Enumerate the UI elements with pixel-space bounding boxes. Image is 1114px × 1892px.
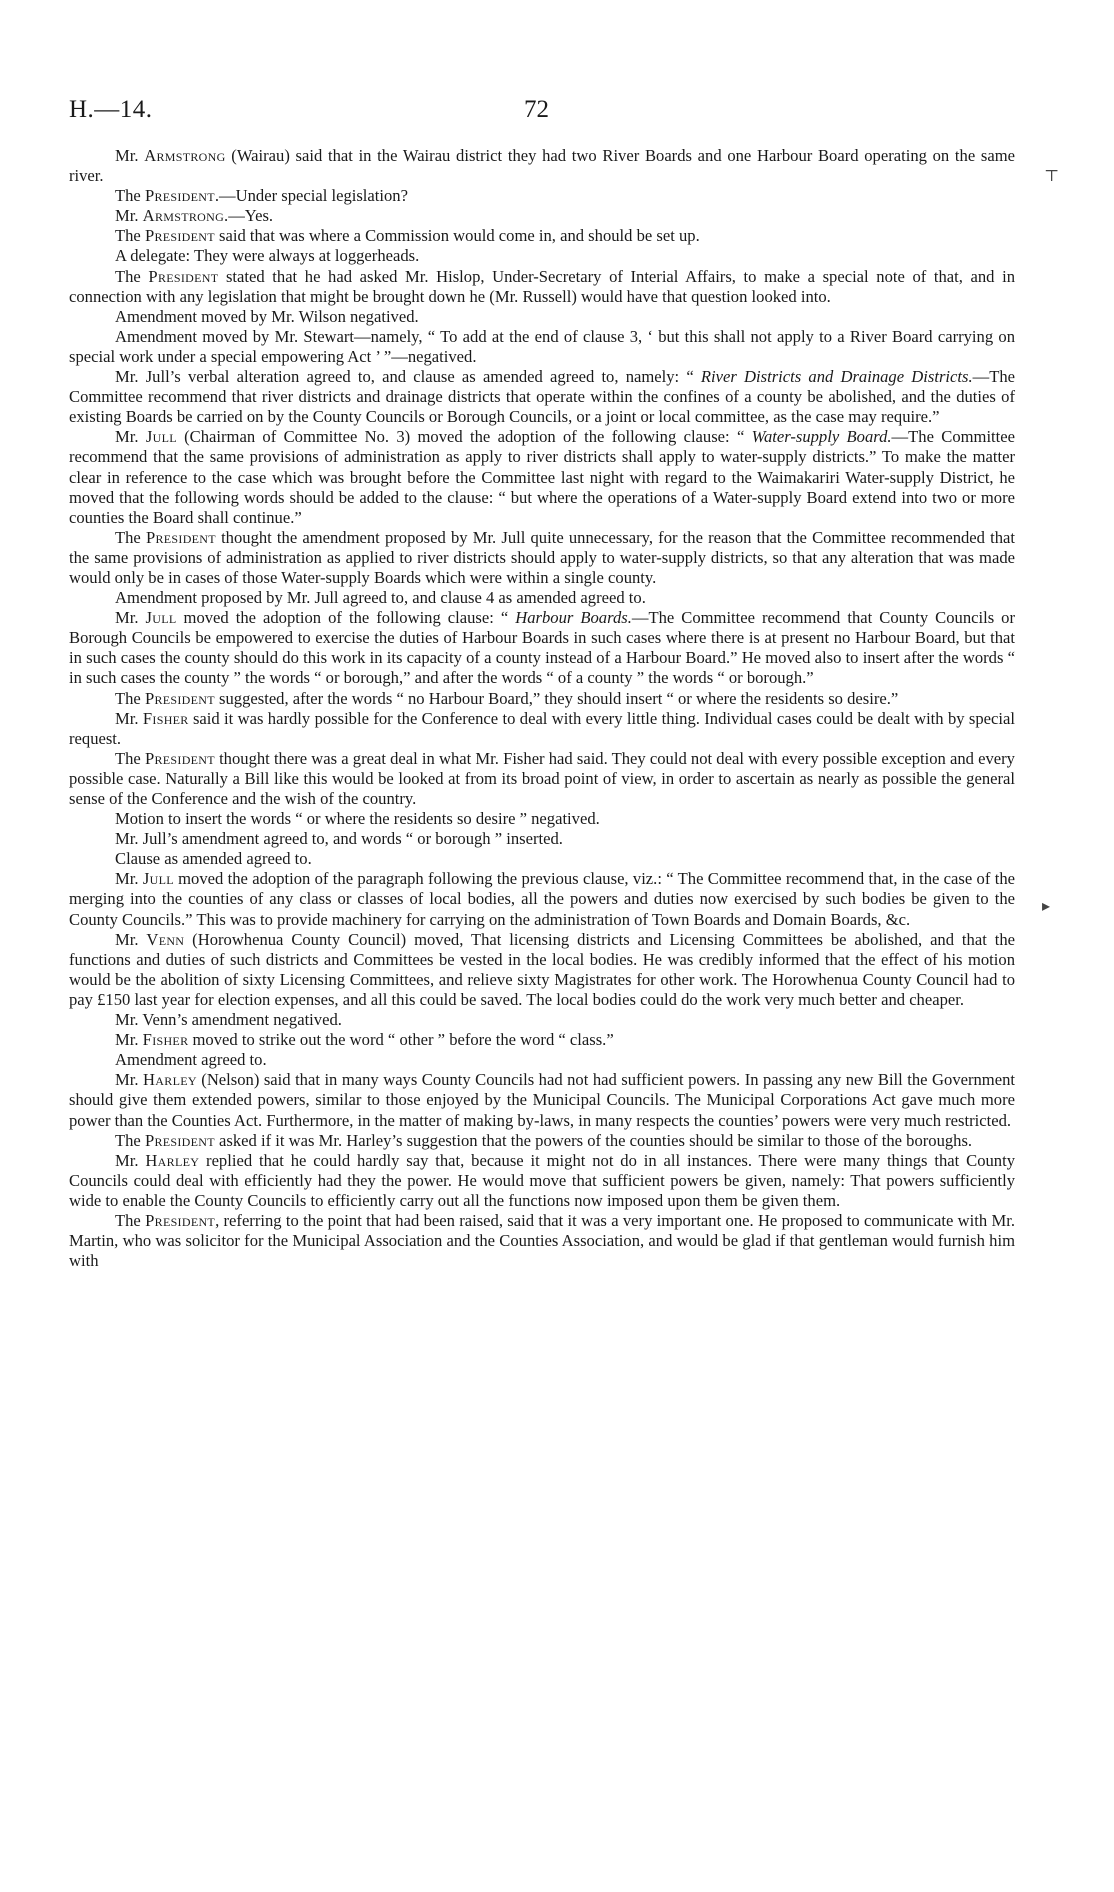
paragraph xyxy=(69,1131,1015,1151)
text-run: Mr. Jull’s verbal alteration agreed to, and clause as amended agreed to, namely: “ xyxy=(115,367,701,387)
text-run: (Horowhenua County Council) moved, That licensing districts and Licensing Committees be abolished, and that the functions and duties of such districts and Committees be vested in the local bodies. He was credibly informed that the effect of his motion would be the abolition of sixty Licensing Committees, and relieve sixty Magistrates for other work. The Horowhenua County Council had to pay £150 last year for election expenses, and all this could be saved. The local bodies could do the work very much better and cheaper. xyxy=(69,929,1015,1009)
text-run: Mr. xyxy=(115,146,145,165)
text-run: The xyxy=(115,186,145,206)
text-run: asked if it was Mr. Harley’s suggestion that the powers of the counties should be similar to those of the boroughs. xyxy=(214,1130,973,1150)
text-run: Mr. Venn’s amendment negatived. xyxy=(115,1010,342,1030)
speaker-name: President xyxy=(144,1130,215,1150)
paragraph xyxy=(69,608,1015,688)
speaker-name: Armstrong xyxy=(142,206,225,226)
text-run: Motion to insert the words “ or where the residents so desire ” negatived. xyxy=(115,809,600,829)
paragraph xyxy=(69,829,1015,849)
paragraph xyxy=(69,1010,1015,1030)
text-run: —The Committee recommend that river districts and drainage districts that operate within the confines of a county be abolished, and the duties of existing Boards be carried on by the County Councils or Borough Councils, or a joint or local committee, as the case may require.” xyxy=(69,367,1015,427)
text-run: suggested, after the words “ no Harbour Board,” they should insert “ or where the residents so desire.” xyxy=(214,688,899,708)
text-run: The xyxy=(115,266,149,286)
text-run: (Wairau) said that in the Wairau district they had two River Boards and one Harbour Board operating on the same river. xyxy=(69,146,1015,186)
text-run: Amendment moved by Mr. Wilson negatived. xyxy=(115,306,419,326)
clause-heading: River Districts and Drainage Districts. xyxy=(700,367,973,387)
text-run: moved the adoption of the following clause: “ xyxy=(176,608,516,628)
text-run: Mr. Jull’s amendment agreed to, and words “ or borough ” inserted. xyxy=(115,829,563,849)
paragraph xyxy=(69,226,1015,246)
page-number: 72 xyxy=(524,96,549,123)
text-run: Mr. xyxy=(115,1150,146,1170)
speaker-name: Fisher xyxy=(142,1030,189,1050)
paragraph xyxy=(69,206,1015,226)
margin-mark: ▸ xyxy=(1042,898,1051,915)
text-run: Amendment agreed to. xyxy=(115,1050,267,1070)
text-run: Mr. xyxy=(115,869,143,889)
paragraph xyxy=(69,528,1015,588)
speaker-name: Fisher xyxy=(142,708,189,728)
page-reference: H.—14. xyxy=(69,96,153,123)
paragraph xyxy=(69,267,1015,307)
paragraph xyxy=(69,588,1015,608)
text-run: A delegate: They were always at loggerheads. xyxy=(115,246,420,266)
speaker-name: Armstrong xyxy=(144,146,226,165)
paragraph xyxy=(69,307,1015,327)
paragraph xyxy=(69,709,1015,749)
text-run: Amendment moved by Mr. Stewart—namely, “ To add at the end of clause 3, ‘ but this shall not apply to a River Board carrying on special work under a special empowering Act ’ ”—negatived. xyxy=(69,326,1015,366)
text-run: Mr. xyxy=(115,1070,144,1090)
text-run: The xyxy=(115,1210,146,1230)
text-run: The xyxy=(115,226,145,246)
speaker-name: Harley xyxy=(145,1150,200,1170)
paragraph xyxy=(69,930,1015,1010)
speaker-name: Harley xyxy=(143,1070,197,1090)
speaker-name: President xyxy=(144,226,215,246)
speaker-name: President xyxy=(144,186,215,206)
text-run: .—Yes. xyxy=(224,206,274,226)
text-run: The xyxy=(115,688,145,708)
text-run: —The Committee recommend that County Councils or Borough Councils be empowered to exercise the duties of Harbour Boards in such cases where there is at present no Harbour Board, but that in such cases the county should do this work in its capacity of a county instead of a Harbour Board.” He moved also to insert after the words “ in such cases the county ” the words “ or borough,” and after the words “ of a county ” the words “ or borough.” xyxy=(69,608,1016,688)
text-run: The xyxy=(115,1130,145,1150)
text-run: The xyxy=(115,748,145,768)
text-run: said that was where a Commission would come in, and should be set up. xyxy=(214,226,700,246)
text-run: moved the adoption of the paragraph following the previous clause, viz.: “ The Committee recommend that, in the case of the merging into the counties of any class or classes of local bodies, all the powers and duties now exercised by such bodies be given to the County Councils.” This was to provide machinery for carrying on the administration of Town Boards and Domain Boards, &c. xyxy=(69,869,1015,929)
paragraph xyxy=(69,246,1015,266)
speaker-name: President xyxy=(148,266,219,286)
text-run: Mr. xyxy=(115,206,143,226)
paragraph xyxy=(69,427,1015,527)
speaker-name: Jull xyxy=(145,427,177,447)
paragraph xyxy=(69,869,1015,929)
text-run: The xyxy=(115,527,146,547)
text-run: —The Committee recommend that the same provisions of administration as apply to river districts shall apply to water-supply districts.” To make the matter clear in reference to the case which was brought before the Committee last night with regard to the Waimakariri Water-supply District, he moved that the following words should be added to the clause: “ but where the operations of a Water-supply Board extend into two or more counties the Board shall continue.” xyxy=(69,427,1015,527)
speaker-name: President xyxy=(145,527,216,547)
paragraph xyxy=(69,1030,1015,1050)
paragraph xyxy=(69,186,1015,206)
paragraph xyxy=(69,749,1015,809)
speaker-name: Venn xyxy=(146,929,185,949)
text-run: (Chairman of Committee No. 3) moved the adoption of the following clause: “ xyxy=(176,427,752,447)
clause-heading: Water-supply Board. xyxy=(751,427,892,447)
document-body xyxy=(69,146,1015,1271)
text-run: (Nelson) said that in many ways County Councils had not had sufficient powers. In passing any new Bill the Government should give them extended powers, similar to those enjoyed by the Municipal Councils. The Municipal Corporations Act gave much more power than the Counties Act. Furthermore, in the matter of making by-laws, in many respects the counties’ powers were very much restricted. xyxy=(69,1070,1015,1130)
text-run: thought there was a great deal in what Mr. Fisher had said. They could not deal with every possible exception and every possible case. Naturally a Bill like this would be looked at from its broad point of view, in order to ascertain as nearly as possible the general sense of the Conference and the wish of the country. xyxy=(69,748,1015,808)
paragraph xyxy=(69,367,1015,427)
text-run: Mr. xyxy=(115,427,146,447)
speaker-name: Jull xyxy=(142,869,174,889)
speaker-name: President xyxy=(145,1210,216,1230)
paragraph xyxy=(69,1211,1015,1271)
paragraph xyxy=(69,809,1015,829)
speaker-name: President xyxy=(144,688,215,708)
text-run: Mr. xyxy=(115,929,147,949)
paragraph xyxy=(69,146,1015,186)
speaker-name: Jull xyxy=(145,608,177,628)
text-run: .—Under special legislation? xyxy=(214,186,408,206)
text-run: stated that he had asked Mr. Hislop, Under-Secretary of Interial Affairs, to make a special note of that, and in connection with any legislation that might be brought down he (Mr. Russell) would have that question looked into. xyxy=(69,266,1015,306)
speaker-name: President xyxy=(144,748,215,768)
clause-heading: Harbour Boards. xyxy=(515,608,632,628)
paragraph xyxy=(69,1070,1015,1130)
paragraph xyxy=(69,689,1015,709)
text-run: thought the amendment proposed by Mr. Jull quite unnecessary, for the reason that the Committee recommended that the same provisions of administration as applied to river districts should apply to water-supply districts, so that any alteration that was made would only be in cases of those Water-supply Boards which were within a single county. xyxy=(69,527,1016,587)
margin-mark: ⊤ xyxy=(1044,168,1060,185)
text-run: moved to strike out the word “ other ” before the word “ class.” xyxy=(188,1030,614,1050)
page-header xyxy=(69,96,1045,136)
text-run: , referring to the point that had been raised, said that it was a very important one. He proposed to communicate with Mr. Martin, who was solicitor for the Municipal Association and the Counties Association, and would be glad if that gentleman would furnish him with xyxy=(69,1210,1016,1271)
paragraph xyxy=(69,1151,1015,1211)
text-run: said it was hardly possible for the Conference to deal with every little thing. Individual cases could be dealt with by special request. xyxy=(69,708,1015,748)
text-run: Mr. xyxy=(115,608,146,628)
paragraph xyxy=(69,327,1015,367)
paragraph xyxy=(69,849,1015,869)
text-run: replied that he could hardly say that, because it might not do in all instances. There were many things that County Councils could deal with efficiently had they the power. He would move that sufficient powers be given, namely: That powers sufficiently wide to enable the County Councils to efficiently carry out all the functions now imposed upon them be given them. xyxy=(69,1150,1015,1210)
text-run: Clause as amended agreed to. xyxy=(115,849,312,869)
text-run: Amendment proposed by Mr. Jull agreed to, and clause 4 as amended agreed to. xyxy=(115,588,646,608)
text-run: Mr. xyxy=(115,1030,143,1050)
paragraph xyxy=(69,1050,1015,1070)
text-run: Mr. xyxy=(115,708,143,728)
